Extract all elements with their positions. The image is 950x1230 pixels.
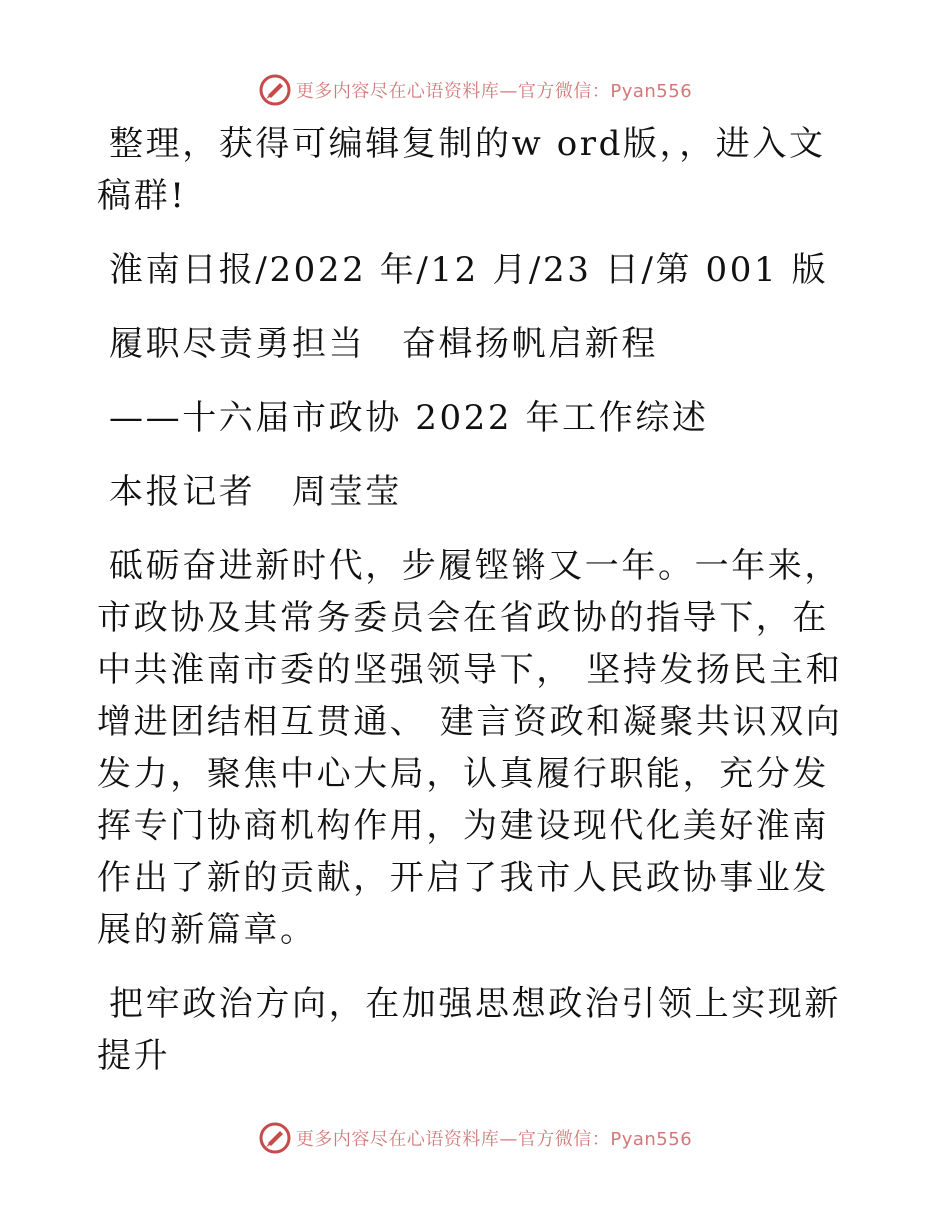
watermark-logo-icon [258,1121,292,1155]
watermark-logo-icon [258,73,292,107]
paragraph-body: 砥砺奋进新时代，步履铿锵又一年。一年来，市政协及其常务委员会在省政协的指导下，在中共淮南市委的坚强领导下， 坚持发扬民主和增进团结相互贯通、 建言资政和凝聚共识双向发力，聚焦中心大局，认真履行职能，充分发挥专门协商机构作用，为建设现代化美好淮南作出了新的贡献，开启了我市人民政协事业发展的新篇章。 [97,546,843,950]
watermark-footer [0,1118,950,1158]
watermark-header [0,70,950,110]
section-heading: 把牢政治方向，在加强思想政治引领上实现新提升 [97,984,841,1076]
article-subtitle: ——十六届市政协 2022 年工作综述 [109,398,709,438]
article-title: 履职尽责勇担当 奋楫扬帆启新程 [109,324,658,364]
paragraph-intro: 整理，获得可编辑复制的w ord版，，进入文稿群! [97,124,826,216]
watermark-text: 更多内容尽在心语资料库—官方微信：Pyan556 [295,81,693,102]
article-byline: 本报记者 周莹莹 [109,472,402,512]
watermark-text: 更多内容尽在心语资料库—官方微信：Pyan556 [295,1129,693,1150]
paragraph-source: 淮南日报/2022 年/12 月/23 日/第 001 版 [109,250,829,290]
document-body [97,118,857,1104]
